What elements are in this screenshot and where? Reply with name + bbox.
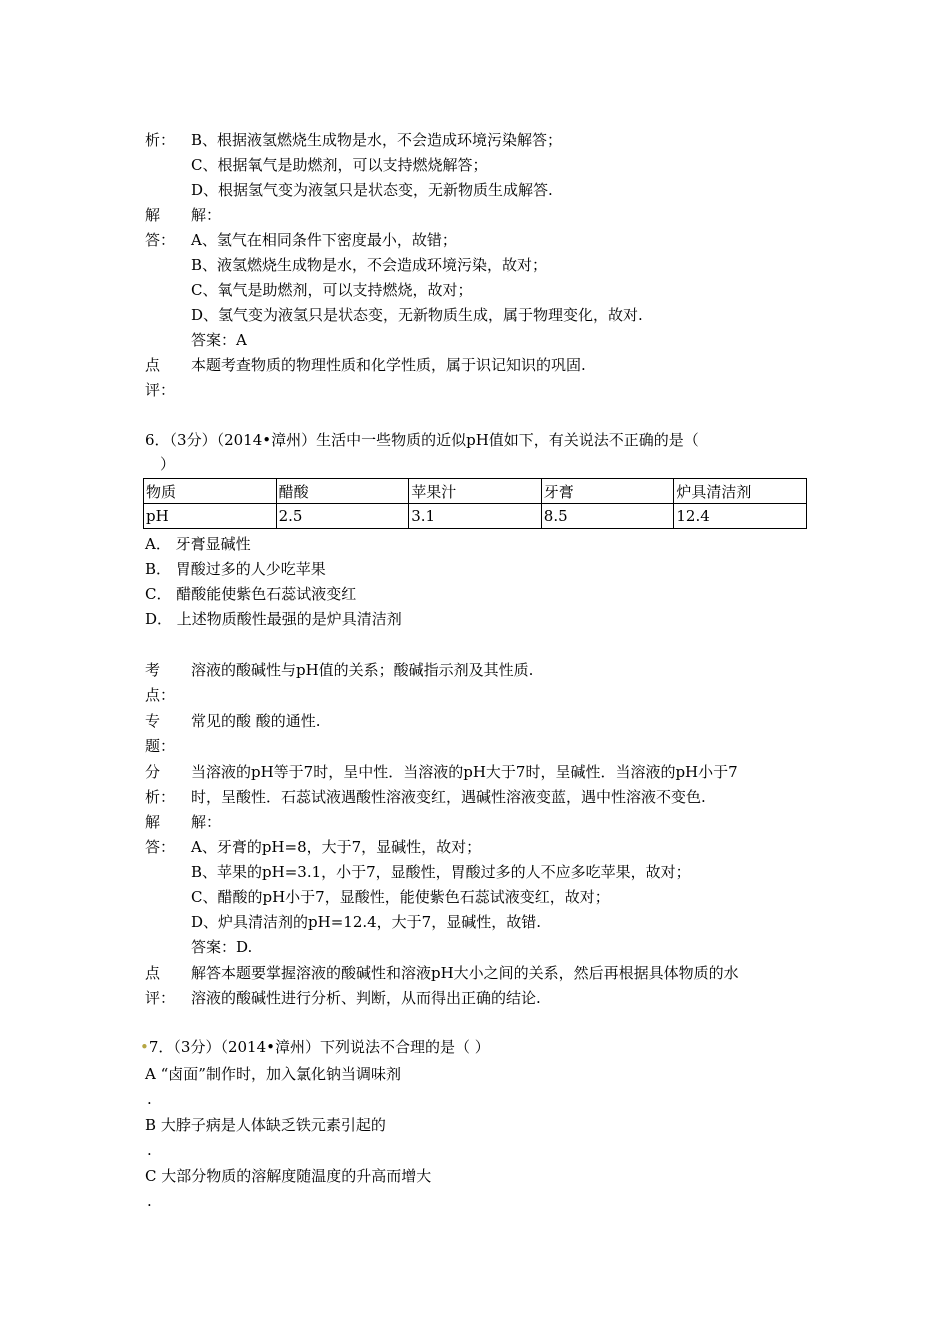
q6-stem-cont: ） <box>160 455 176 473</box>
fenxi-label: 析： <box>145 788 176 806</box>
option-text: 大脖子病是人体缺乏铁元素引起的 <box>160 1116 386 1134</box>
table-cell: 苹果汁 <box>409 479 542 504</box>
option-letter: A <box>145 1065 156 1083</box>
dianping-line: 溶液的酸碱性进行分析、判断，从而得出正确的结论. <box>191 989 541 1007</box>
ph-table <box>143 478 807 529</box>
solution-line: B、液氢燃烧生成物是水，不会造成环境污染，故对； <box>191 256 548 274</box>
jieda-line: C、醋酸的pH小于7，显酸性，能使紫色石蕊试液变红，故对； <box>191 888 610 906</box>
q6-option-d: D． 上述物质酸性最强的是炉具清洁剂 <box>145 610 402 628</box>
jieda-answer: 答案：D. <box>191 938 253 956</box>
fenxi-line: 当溶液的pH等于7时，呈中性．当溶液的pH大于7时，呈碱性．当溶液的pH小于7 <box>191 763 738 781</box>
zhuanti-label: 题： <box>145 737 176 755</box>
table-cell: 醋酸 <box>276 479 409 504</box>
solution-line: D、氢气变为液氢只是状态变，无新物质生成，属于物理变化，故对. <box>191 306 643 324</box>
jieda-line: D、炉具清洁剂的pH=12.4，大于7，显碱性，故错. <box>191 913 541 931</box>
fenxi-label: 分 <box>145 763 161 781</box>
solution-line: A、氢气在相同条件下密度最小，故错； <box>191 231 457 249</box>
table-cell: 牙膏 <box>541 479 674 504</box>
bullet-dot: • <box>140 1038 149 1056</box>
kaodian-label: 考 <box>145 661 161 679</box>
dianping-label: 点 <box>145 964 161 982</box>
solution-label: 解 <box>145 206 161 224</box>
q7-option-a <box>145 1065 401 1083</box>
comment-text: 本题考查物质的物理性质和化学性质，属于识记知识的巩固. <box>191 356 586 374</box>
option-text: 大部分物质的溶解度随温度的升高而增大 <box>161 1167 432 1185</box>
jieda-label: 答： <box>145 838 176 856</box>
table-cell: 2.5 <box>276 504 409 529</box>
dianping-line: 解答本题要掌握溶液的酸碱性和溶液pH大小之间的关系，然后再根据具体物质的水 <box>191 964 739 982</box>
table-cell: 12.4 <box>674 504 807 529</box>
option-period: . <box>147 1192 152 1210</box>
kaodian-label: 点： <box>145 686 176 704</box>
q6-option-c: C． 醋酸能使紫色石蕊试液变红 <box>145 585 357 603</box>
zhuanti-label: 专 <box>145 712 161 730</box>
comment-label: 评： <box>145 381 176 399</box>
table-cell: 炉具清洁剂 <box>674 479 807 504</box>
option-period: . <box>147 1090 152 1108</box>
table-cell: 3.1 <box>409 504 542 529</box>
dianping-label: 评： <box>145 989 176 1007</box>
q7-option-c <box>145 1167 431 1185</box>
analysis-line: C、根据氧气是助燃剂，可以支持燃烧解答； <box>191 156 488 174</box>
comment-label: 点 <box>145 356 161 374</box>
table-cell: 物质 <box>144 479 277 504</box>
analysis-line: B、根据液氢燃烧生成物是水，不会造成环境污染解答； <box>191 131 563 149</box>
q6-stem: 6．（3分）（2014•漳州）生活中一些物质的近似pH值如下，有关说法不正确的是（ <box>145 431 699 449</box>
q7-option-b <box>145 1116 386 1134</box>
option-text: “卤面”制作时，加入氯化钠当调味剂 <box>160 1065 401 1083</box>
option-letter: C <box>145 1167 157 1185</box>
option-period: . <box>147 1141 152 1159</box>
kaodian-text: 溶液的酸碱性与pH值的关系；酸碱指示剂及其性质. <box>191 661 534 679</box>
table-cell: pH <box>144 504 277 529</box>
jieda-line: B、苹果的pH=3.1，小于7，显酸性，胃酸过多的人不应多吃苹果，故对； <box>191 863 691 881</box>
fenxi-line: 时，呈酸性．石蕊试液遇酸性溶液变红，遇碱性溶液变蓝，遇中性溶液不变色. <box>191 788 706 806</box>
table-header-row <box>144 479 807 504</box>
q6-option-b: B． 胃酸过多的人少吃苹果 <box>145 560 326 578</box>
jieda-line: A、牙膏的pH=8，大于7，显碱性，故对； <box>191 838 482 856</box>
analysis-line: D、根据氢气变为液氢只是状态变，无新物质生成解答. <box>191 181 553 199</box>
analysis-label: 析： <box>145 131 176 149</box>
table-cell: 8.5 <box>541 504 674 529</box>
q6-option-a: A． 牙膏显碱性 <box>145 535 251 553</box>
q7-stem-line <box>140 1038 490 1056</box>
solution-answer: 答案：A <box>191 331 247 349</box>
solution-line: 解： <box>191 206 222 224</box>
jieda-label: 解 <box>145 813 161 831</box>
solution-line: C、氧气是助燃剂，可以支持燃烧，故对； <box>191 281 473 299</box>
q7-stem: 7．（3分）（2014•漳州）下列说法不合理的是（ ） <box>148 1038 490 1056</box>
solution-label: 答： <box>145 231 176 249</box>
jieda-line: 解： <box>191 813 222 831</box>
table-row <box>144 504 807 529</box>
option-letter: B <box>145 1116 157 1134</box>
zhuanti-text: 常见的酸 酸的通性. <box>191 712 321 730</box>
